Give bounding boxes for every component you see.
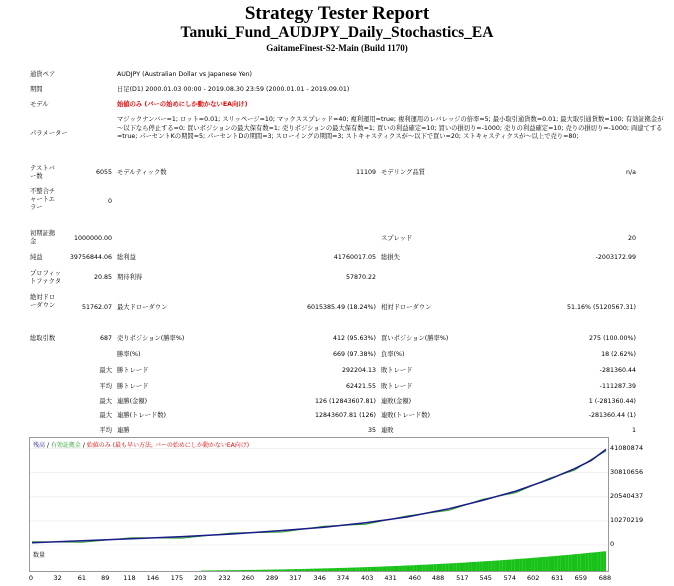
x-tick-label: 89 xyxy=(101,574,110,582)
volume-bar xyxy=(287,569,290,571)
volume-bar xyxy=(273,570,276,572)
x-tick-label: 631 xyxy=(551,574,564,582)
net-label: 純益 xyxy=(30,254,43,261)
volume-bar xyxy=(282,569,285,571)
gross-profit-value: 41760017.05 xyxy=(333,254,376,261)
volume-bar xyxy=(457,563,460,571)
quality-label: モデリング品質 xyxy=(381,169,425,176)
volume-bar xyxy=(474,562,477,571)
volume-bar xyxy=(333,568,336,571)
ea-name: Tanuki_Fund_AUDJPY_Daily_Stochastics_EA xyxy=(180,24,494,41)
volume-bar xyxy=(445,564,448,572)
volume-bar xyxy=(508,560,511,571)
volume-label: 数量 xyxy=(33,552,46,559)
avg-label-1: 平均 xyxy=(99,383,112,390)
spread-label: スプレッド xyxy=(381,235,413,242)
volume-bar xyxy=(497,560,500,571)
volume-bar xyxy=(322,568,325,571)
max-consec-lossamt-label: 連敗(トレード数) xyxy=(381,412,430,419)
volume-bar xyxy=(448,563,451,571)
balance-chart xyxy=(29,437,609,549)
mismatch-value: 0 xyxy=(107,198,112,205)
x-tick-label: 460 xyxy=(408,574,421,582)
largest-win-label: 勝トレード xyxy=(117,367,149,374)
volume-bar xyxy=(345,568,348,571)
volume-bar xyxy=(247,570,250,571)
volume-bar xyxy=(391,566,394,571)
volume-bar xyxy=(557,556,560,571)
volume-bar xyxy=(531,558,534,571)
volume-bar xyxy=(305,569,308,571)
deposit-value: 1000000.00 xyxy=(73,235,112,242)
volume-bar xyxy=(365,567,368,571)
deposit-label: 初期証拠金 xyxy=(30,230,56,245)
volume-bar xyxy=(219,570,222,571)
volume-bar xyxy=(250,570,253,571)
volume-bar xyxy=(399,566,402,571)
volume-bar xyxy=(563,555,566,571)
volume-bar xyxy=(230,570,233,571)
volume-bar xyxy=(465,562,468,571)
max-consec-profit-label: 連勝(トレード数) xyxy=(117,412,166,419)
max-consec-win-value: 126 (12843607.81) xyxy=(315,398,376,405)
avg-win-label: 勝トレード xyxy=(117,383,149,390)
params-label: パラメーター xyxy=(30,130,68,137)
volume-bar xyxy=(210,570,213,571)
volume-bar xyxy=(417,565,420,571)
x-tick-label: 346 xyxy=(313,574,326,582)
volume-bar xyxy=(577,554,580,571)
volume-bar xyxy=(486,561,489,571)
volume-bar xyxy=(583,553,586,571)
max-consec-win-label: 連勝(金額) xyxy=(117,398,148,405)
volume-bar xyxy=(262,570,265,571)
volume-bar xyxy=(586,553,589,571)
volume-bar xyxy=(270,570,273,571)
volume-bar xyxy=(382,567,385,572)
volume-bar xyxy=(201,571,204,572)
volume-bar xyxy=(503,560,506,571)
volume-bar xyxy=(290,569,293,571)
volume-bar xyxy=(419,565,422,571)
volume-bar xyxy=(468,562,471,571)
abs-dd-label: 絶対ドローダウン xyxy=(30,294,56,309)
abs-dd-value: 51762.07 xyxy=(81,304,112,311)
volume-bar xyxy=(279,569,282,571)
volume-bar xyxy=(253,570,256,571)
volume-bar xyxy=(491,561,494,571)
pair-label: 通貨ペア xyxy=(30,71,56,78)
max-label-1: 最大 xyxy=(99,367,112,374)
volume-bar xyxy=(221,570,224,571)
rel-dd-value: 51.16% (5120567.31) xyxy=(567,304,636,311)
x-tick-label: 32 xyxy=(53,574,62,582)
volume-bar xyxy=(480,562,483,572)
volume-bar xyxy=(514,559,517,571)
max-consec-lossamt-value: -281360.44 (1) xyxy=(588,412,636,419)
avg-label-2: 平均 xyxy=(99,427,112,434)
volume-bar xyxy=(463,563,466,571)
volume-bar xyxy=(543,557,546,571)
volume-bar xyxy=(437,564,440,571)
avg-consec-win-label: 連勝 xyxy=(117,427,130,434)
y-tick-label: 30810656 xyxy=(610,467,644,476)
volume-bar xyxy=(488,561,491,571)
series-balance-line xyxy=(32,449,606,542)
volume-bar xyxy=(422,565,425,571)
long-label: 買いポジション(勝率%) xyxy=(381,335,449,342)
volume-bar xyxy=(285,569,288,571)
volume-bar xyxy=(569,555,572,571)
volume-bar xyxy=(405,566,408,572)
x-tick-label: 659 xyxy=(574,574,588,582)
payoff-label: 期待利得 xyxy=(117,274,143,281)
volume-bar xyxy=(540,557,543,571)
volume-bar xyxy=(397,566,400,571)
x-tick-label: 431 xyxy=(384,574,397,582)
volume-bar xyxy=(402,566,405,571)
volume-bar xyxy=(477,562,480,571)
volume-bar xyxy=(603,551,606,571)
model-label: モデル xyxy=(30,101,49,108)
volume-bar xyxy=(362,567,365,571)
volume-bar xyxy=(549,556,552,571)
volume-bar xyxy=(368,567,371,571)
ticks-value: 11109 xyxy=(355,169,376,176)
x-tick-label: 61 xyxy=(77,574,87,582)
volume-bar xyxy=(471,562,474,571)
volume-bar xyxy=(242,570,245,571)
volume-bar xyxy=(428,564,431,571)
max-dd-value: 6015385.49 (18.24%) xyxy=(307,304,376,311)
volume-bar xyxy=(526,558,529,571)
chart-legend: 残高 / 有効証拠金 / 始値のみ (最も早い方法, バーの始めにしか動かないEA向け) xyxy=(33,442,250,449)
volume-bar xyxy=(442,564,445,571)
max-consec-loss-value: 1 (-281360.44) xyxy=(588,398,636,405)
volume-bar xyxy=(276,570,279,572)
avg-loss-label: 敗トレード xyxy=(381,383,413,390)
volume-bar xyxy=(325,568,328,571)
volume-bar xyxy=(308,569,311,571)
model-value: 始値のみ (バーの始めにしか動かないEA向け) xyxy=(117,101,248,108)
volume-bar xyxy=(233,570,236,571)
volume-bar xyxy=(494,561,497,571)
x-tick-label: 403 xyxy=(361,574,374,582)
volume-bar xyxy=(385,566,388,571)
volume-bar xyxy=(454,563,457,571)
volume-bar xyxy=(244,570,247,571)
volume-bar xyxy=(356,567,359,571)
volume-bar xyxy=(434,564,437,571)
max-label-3: 最大 xyxy=(99,412,112,419)
legend-model: 始値のみ (最も早い方法, バーの始めにしか動かないEA向け) xyxy=(86,442,250,449)
volume-bar xyxy=(331,568,334,571)
x-tick-label: 146 xyxy=(146,574,160,582)
max-dd-label: 最大ドローダウン xyxy=(117,304,168,311)
largest-loss-label: 敗トレード xyxy=(381,367,413,374)
loss-label: 負率(%) xyxy=(381,351,405,358)
max-consec-loss-label: 連敗(金額) xyxy=(381,398,412,405)
win-label: 勝率(%) xyxy=(117,351,141,358)
payoff-value: 57870.22 xyxy=(345,274,376,281)
volume-bar xyxy=(597,552,600,571)
max-consec-profit-value: 12843607.81 (126) xyxy=(315,412,376,419)
volume-bar xyxy=(523,559,526,572)
volume-bar xyxy=(313,569,316,571)
volume-bar xyxy=(207,570,210,571)
x-tick-label: 0 xyxy=(28,574,34,582)
volume-bar xyxy=(451,563,454,571)
x-tick-label: 203 xyxy=(194,574,207,582)
volume-bar xyxy=(552,556,555,571)
volume-bar xyxy=(316,569,319,571)
volume-bar xyxy=(425,565,428,571)
trades-label: 総取引数 xyxy=(30,335,56,342)
volume-bar xyxy=(216,570,219,571)
volume-bar xyxy=(600,552,603,571)
volume-bar xyxy=(483,561,486,571)
volume-bar xyxy=(408,565,411,571)
volume-bar xyxy=(227,570,230,571)
volume-bar xyxy=(339,568,342,571)
volume-bar xyxy=(224,570,227,571)
pf-value: 20.85 xyxy=(93,274,112,281)
volume-bar xyxy=(546,557,549,571)
x-tick-label: 688 xyxy=(598,574,612,582)
volume-bar xyxy=(328,568,331,571)
volume-bar xyxy=(388,566,391,571)
volume-bar xyxy=(267,570,270,571)
pf-label: プロフィットファクタ xyxy=(30,270,62,285)
volume-bar xyxy=(374,567,377,571)
balance-chart-svg xyxy=(30,438,608,548)
report-title: Strategy Tester Report xyxy=(244,3,430,24)
volume-bar xyxy=(259,570,262,571)
volume-bar xyxy=(595,552,598,571)
volume-bar xyxy=(554,556,557,571)
avg-win-value: 62421.55 xyxy=(345,383,376,390)
volume-bar xyxy=(500,560,503,571)
volume-bar xyxy=(537,557,540,571)
x-tick-label: 602 xyxy=(527,574,540,582)
x-tick-label: 488 xyxy=(431,574,445,582)
bars-label: テストバー数 xyxy=(30,165,55,180)
volume-bar xyxy=(520,559,523,571)
mismatch-label: 不整合チャートエラー xyxy=(30,188,56,211)
params-value: マジックナンバー=1; ロット=0.01; スリッページ=10; マックススプレッド=40; 複利運用=true; 複利運用のレバレッジの倍率=5; 最小取引通貨数=0.01; 最大取引通貨数=100; 有効証拠金が～以下なら停止する=0; 買いポジションの最大保有数=1; 売りポジションの最大保有数=1; 買いの利益確定=10; 買いの損切り=-1000; 売りの利益確定=10; 売りの損切り=-1000; 両建てする=true; パーセントKの期間=5; パーセントDの期間=3; スローイングの期間=3; ストキャスティクスが～以下で買い=20; ストキャスティクスが～以上で売り=80; xyxy=(117,116,664,141)
volume-bar xyxy=(296,569,299,571)
volume-bar xyxy=(560,555,563,571)
avg-consec-loss-value: 1 xyxy=(631,427,636,434)
x-tick-label: 260 xyxy=(241,574,255,582)
bars-value: 6055 xyxy=(95,169,112,176)
gross-loss-value: -2003172.99 xyxy=(595,254,636,261)
volume-bar xyxy=(213,570,216,571)
gross-profit-label: 総利益 xyxy=(117,254,136,261)
spread-value: 20 xyxy=(627,235,636,242)
short-value: 412 (95.63%) xyxy=(333,335,376,342)
x-tick-label: 545 xyxy=(479,574,492,582)
volume-bar xyxy=(506,560,509,571)
volume-bar xyxy=(256,570,259,571)
largest-loss-value: -281360.44 xyxy=(599,367,636,374)
y-tick-label: 20540437 xyxy=(610,491,644,500)
x-tick-label: 175 xyxy=(170,574,184,582)
ticks-label: モデルティック数 xyxy=(117,169,167,176)
volume-bar xyxy=(371,567,374,571)
volume-bar xyxy=(265,570,268,571)
x-tick-label: 517 xyxy=(456,574,469,582)
gross-loss-label: 総損失 xyxy=(381,254,400,261)
y-tick-label: 10270219 xyxy=(610,515,644,524)
x-tick-label: 289 xyxy=(265,574,279,582)
volume-bar xyxy=(239,570,242,571)
volume-bar xyxy=(379,567,382,571)
volume-bar xyxy=(566,555,569,571)
volume-bar xyxy=(394,566,397,571)
largest-win-value: 292204.13 xyxy=(341,367,376,374)
y-tick-label: 0 xyxy=(610,540,615,548)
x-tick-label: 574 xyxy=(503,574,517,582)
volume-bar xyxy=(236,570,239,571)
volume-bar xyxy=(529,558,532,571)
avg-consec-win-value: 35 xyxy=(367,427,376,434)
volume-bar xyxy=(572,554,575,571)
loss-value: 18 (2.62%) xyxy=(601,351,636,358)
volume-bar xyxy=(580,554,583,571)
win-value: 669 (97.38%) xyxy=(333,351,376,358)
volume-bar xyxy=(351,568,354,571)
volume-bar xyxy=(592,553,595,572)
volume-bar xyxy=(411,565,414,571)
x-tick-label: 317 xyxy=(289,574,302,582)
volume-bar xyxy=(589,553,592,571)
volume-bar xyxy=(310,569,313,571)
volume-panel xyxy=(29,547,609,572)
volume-bar xyxy=(342,568,345,571)
volume-bar xyxy=(574,554,577,571)
avg-loss-value: -111287.39 xyxy=(599,383,636,390)
volume-bar xyxy=(204,571,207,572)
volume-bar xyxy=(348,568,351,571)
volume-bar xyxy=(319,569,322,572)
volume-bar xyxy=(517,559,520,571)
net-value: 39756844.06 xyxy=(69,254,112,261)
server-name: GaitameFinest-S2-Main (Build 1170) xyxy=(266,43,408,53)
volume-bar xyxy=(440,564,443,571)
volume-bar xyxy=(302,569,305,571)
volume-bar xyxy=(431,564,434,571)
x-tick-label: 374 xyxy=(336,574,350,582)
volume-bar xyxy=(414,565,417,571)
y-tick-label: 41080874 xyxy=(610,443,644,452)
volume-bar xyxy=(460,563,463,571)
period-value: 日足(D1) 2000.01.03 00:00 - 2019.08.30 23:59 (2000.01.01 - 2019.09.01) xyxy=(117,86,350,93)
long-value: 275 (100.00%) xyxy=(589,335,636,342)
volume-bar xyxy=(293,569,296,571)
period-label: 期間 xyxy=(30,86,43,93)
quality-value: n/a xyxy=(626,169,636,176)
short-label: 売りポジション(勝率%) xyxy=(117,335,185,342)
volume-bar xyxy=(534,558,537,571)
x-tick-label: 232 xyxy=(218,574,231,582)
pair-value: AUDJPY (Australian Dollar vs Japanese Yen) xyxy=(117,71,253,78)
volume-bar xyxy=(359,567,362,571)
volume-bar xyxy=(336,568,339,571)
volume-bar xyxy=(353,568,356,572)
trades-value: 687 xyxy=(99,335,112,342)
volume-svg xyxy=(30,547,608,571)
volume-bar xyxy=(299,569,302,571)
volume-bar xyxy=(376,567,379,571)
rel-dd-label: 相対ドローダウン xyxy=(381,304,432,311)
max-label-2: 最大 xyxy=(99,398,112,405)
avg-consec-loss-label: 連敗 xyxy=(381,427,394,434)
x-tick-label: 118 xyxy=(123,574,136,582)
legend-equity: 有効証拠金 xyxy=(50,442,81,449)
legend-balance: 残高 xyxy=(33,442,46,449)
volume-bar xyxy=(511,559,514,571)
